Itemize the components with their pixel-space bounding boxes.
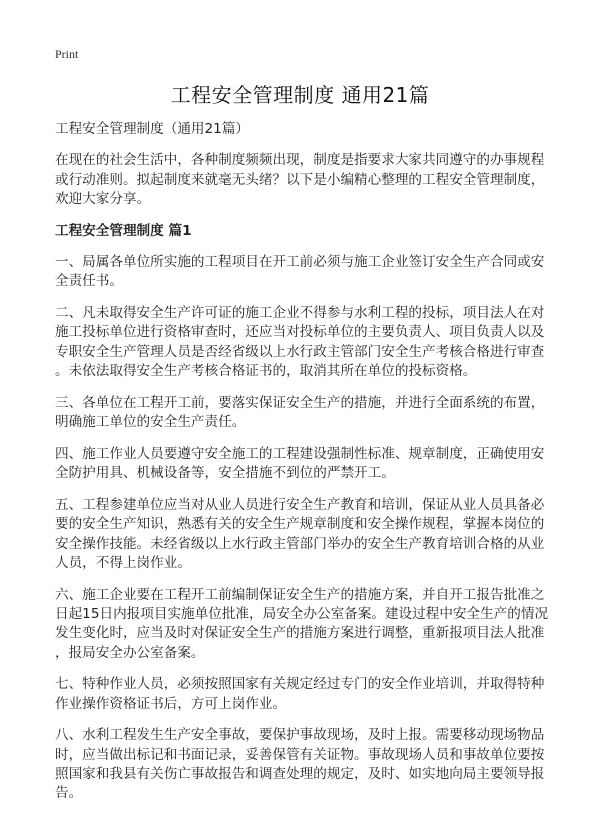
rule-line: 日起15日内报项目实施单位批准，局安全办公室备案。建设过程中安全生产的情况 <box>55 605 549 622</box>
rule-paragraph <box>55 394 555 433</box>
rule-paragraph <box>55 304 555 381</box>
rule-line: 人员，不得上岗作业。 <box>55 554 191 571</box>
rule-line: 五、工程参建单位应当对从业人员进行安全生产教育和培训，保证从业人员具备必 <box>55 496 545 513</box>
rule-line: 照国家和我县有关伤亡事故报告和调查处理的规定，及时、如实地向局主要领导报 <box>55 766 545 783</box>
rule-line: 四、施工作业人员要遵守安全施工的工程建设强制性标准、规章制度，正确使用安 <box>55 445 545 462</box>
rule-line: 要的安全生产知识，熟悉有关的安全生产规章制度和安全操作规程，掌握本岗位的 <box>55 516 545 533</box>
rule-line: 发生变化时，应当及时对保证安全生产的措施方案进行调整，重新报项目法人批准 <box>55 625 545 642</box>
document-subtitle: 工程安全管理制度（通用21篇） <box>55 121 250 137</box>
intro-line: 或行动准则。拟起制度来就毫无头绪？以下是小编精心整理的工程安全管理制度， <box>55 171 545 188</box>
intro-paragraph <box>55 151 555 209</box>
rule-line: 二、凡未取得安全生产许可证的施工企业不得参与水利工程的投标，项目法人在对 <box>55 305 545 322</box>
rule-line: 告。 <box>55 785 83 802</box>
rule-line: 专职安全生产管理人员是否经省级以上水行政主管部门安全生产考核合格进行审查 <box>55 343 545 360</box>
rule-paragraph <box>55 445 555 484</box>
rule-line: 全责任书。 <box>55 273 123 290</box>
rule-paragraph <box>55 726 555 803</box>
rule-line: 时，应当做出标记和书面记录，妥善保管有关证物。事故现场人员和事故单位要按 <box>55 746 545 763</box>
document-body <box>55 120 555 816</box>
page-title: 工程安全管理制度 通用21篇 <box>170 83 430 107</box>
section-paragraphs <box>55 253 555 804</box>
section-heading: 工程安全管理制度 篇1 <box>55 222 192 239</box>
intro-line: 欢迎大家分享。 <box>55 190 151 207</box>
rule-line: 一、局属各单位所实施的工程项目在开工前必须与施工企业签订安全生产合同或安 <box>55 253 545 270</box>
intro-line: 在现在的社会生活中，各种制度频频出现，制度是指要求大家共同遵守的办事规程 <box>55 152 545 169</box>
rule-line: 三、各单位在工程开工前，要落实保证安全生产的措施，并进行全面系统的布置， <box>55 394 545 411</box>
rule-paragraph <box>55 675 555 714</box>
rule-line: 六、施工企业要在工程开工前编制保证安全生产的措施方案，并自开工报告批准之 <box>55 586 545 603</box>
rule-line: 作业操作资格证书后，方可上岗作业。 <box>55 695 287 712</box>
rule-paragraph <box>55 496 555 573</box>
rule-line: 施工投标单位进行资格审查时，还应当对投标单位的主要负责人、项目负责人以及 <box>55 324 545 341</box>
rule-line: 。未依法取得安全生产考核合格证书的，取消其所在单位的投标资格。 <box>55 362 477 379</box>
rule-paragraph <box>55 253 555 292</box>
rule-line: 全防护用具、机械设备等，安全措施不到位的严禁开工。 <box>55 465 395 482</box>
rule-line: 七、特种作业人员，必须按照国家有关规定经过专门的安全作业培训，并取得特种 <box>55 676 545 693</box>
rule-line: 八、水利工程发生生产安全事故，要保护事故现场，及时上报。需要移动现场物品 <box>55 727 545 744</box>
print-link[interactable]: Print <box>55 47 79 61</box>
rule-line: 安全操作技能。未经省级以上水行政主管部门举办的安全生产教育培训合格的从业 <box>55 535 545 552</box>
rule-line: ，报局安全办公室备案。 <box>55 644 205 661</box>
rule-paragraph <box>55 586 555 663</box>
rule-line: 明确施工单位的安全生产责任。 <box>55 414 246 431</box>
